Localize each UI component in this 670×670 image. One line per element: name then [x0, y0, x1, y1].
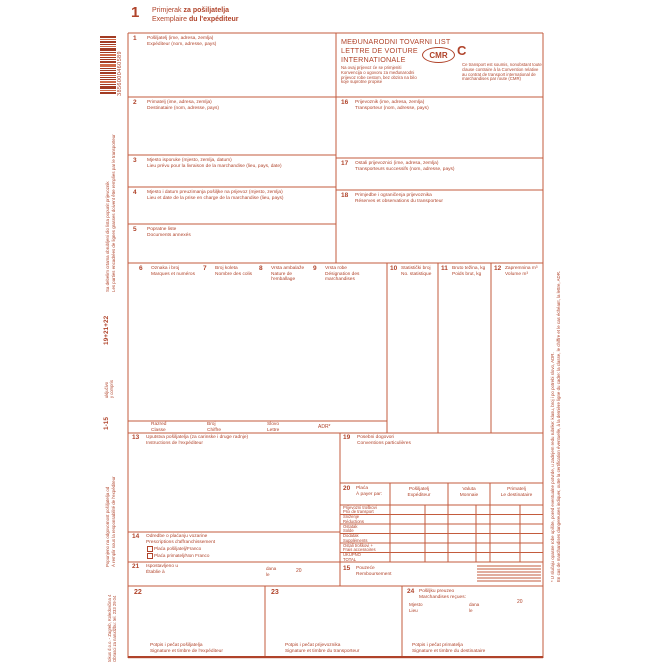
box23-signature-hr: Potpis i pečat prijevoznika [285, 643, 341, 648]
convention-note-fr: Ce transport est soumis, nonobstant toute clause contraire à la Convention relative au contrat de transport international de marchandises par route (CMR) [462, 62, 542, 82]
box24-signature-caption [412, 643, 522, 654]
copy-title-fr: Exemplaire du l'expéditeur [152, 16, 239, 23]
box17-label-hr: Ostali prijevoznici (ime, adresa, zemlja) [355, 161, 439, 166]
box6-label-fr: Marques et numéros [151, 271, 195, 277]
box21-date-fr: le [266, 572, 270, 577]
checkbox-franco-label: Plaća pošiljatelj/Franco [154, 545, 202, 551]
box20-label-hr: Plaća [356, 486, 368, 491]
box13-label-hr: Uputstva pošiljatelja (za carinske i druge radnje) [146, 435, 249, 440]
box5-number: 5 [133, 226, 137, 233]
box8-packing-label [271, 266, 311, 283]
box11-label-hr: Bruto težina, kg [452, 266, 486, 271]
right-margin-adr-note-hr: * U slučaju opasne robe upišite, pored eventualne potvrde, u zadnjem redu rubrike: klasu, broj i po potrebi slovo, ADR. [550, 352, 555, 582]
box16-number: 16 [341, 99, 349, 106]
box20-col-consignee [490, 487, 543, 498]
box1-label-fr: Expéditeur (nom, adresse, pays) [147, 41, 217, 47]
box20-row-total [343, 553, 389, 562]
box20-row-supplements-hr: Dodatak [343, 533, 359, 538]
box23-number: 23 [271, 589, 279, 596]
adr-letter-hr: Slovo [267, 422, 279, 427]
box10-number: 10 [390, 265, 398, 272]
box12-label-hr: Zapremnina m³ [505, 266, 538, 271]
box19-number: 19 [343, 434, 351, 441]
right-margin-adr-note-fr: En cas de marchandises dangereuses indiquer, outre la certification éventuelle, à la dernière ligne du cadre: la classe, le chiffre et le cas échéant, la lettre, ADR. [555, 270, 561, 582]
box24-signature-fr: Signature et timbre du destinataire [412, 648, 486, 654]
adr-class-fr: Classe [151, 427, 166, 433]
box20-row-balance-hr: Ostatak [343, 523, 358, 529]
box9-label-fr: Désignation des marchandises [325, 271, 360, 283]
box3-label-fr: Lieu prévu pour la livraison de la marchandise (lieu, pays, date) [147, 163, 282, 169]
box2-label-fr: Destinataire (nom, adresse, pays) [147, 105, 219, 111]
box19-label-fr: Conventions particulières [357, 440, 411, 446]
box9-goods-label [325, 266, 375, 283]
box3-label-hr: Mjesto isporuke (mjesto, zemlja, datum) [147, 158, 232, 163]
copy-number: 1 [131, 4, 140, 21]
box13-label-fr: Instructions de l'expéditeur [146, 440, 203, 446]
box6-label-hr: Oznaka i broj [151, 266, 180, 271]
box20-number: 20 [343, 485, 351, 492]
box20-col-currency-hr: Valuta [462, 487, 476, 492]
box8-number: 8 [259, 265, 263, 272]
box13-number: 13 [132, 434, 140, 441]
right-margin-adr-note [550, 271, 561, 582]
cmr-logo: CMR [422, 47, 455, 63]
box20-row-supplements-fr: Suppléments [343, 537, 368, 543]
box15-cod-label [356, 566, 416, 577]
barcode [100, 36, 116, 94]
box9-number: 9 [313, 265, 317, 272]
box16-carrier-label [355, 100, 515, 111]
left-margin-sender-note [105, 476, 116, 567]
box20-row-carriage-fr: Prix de transport [343, 509, 374, 515]
box21-label-fr: Établie à [146, 569, 165, 575]
box20-col-currency [448, 487, 490, 498]
box22-signature-fr: Signature et timbre de l'expéditeur [150, 648, 223, 654]
box16-label-fr: Transporteur (nom, adresse, pays) [355, 105, 429, 111]
box11-number: 11 [441, 265, 448, 272]
box15-label-hr: Pouzeće [356, 566, 375, 571]
box20-row-additional-hr: Ostali troškovi + [343, 542, 373, 548]
left-margin-range: 1-15 [103, 416, 110, 430]
box13-instructions-label [146, 435, 321, 446]
box8-label-fr: Nature de l'emballage [271, 271, 296, 283]
copy-letter: C [457, 43, 467, 58]
adr-mark: ADR* [318, 424, 331, 430]
left-margin-carrier-note-hr: Sa debelim crtama obrubljeni dio lista popunit prijevoznik [105, 181, 110, 292]
box17-number: 17 [341, 160, 349, 167]
left-margin-inclusive [104, 380, 115, 398]
box14-label-hr: Odredbe o plaćanju vozarine [146, 534, 208, 539]
box24-number: 24 [407, 588, 415, 595]
box18-reservations-label [355, 193, 525, 204]
box14-label-fr: Prescriptions d'affranchissement [146, 539, 216, 545]
box20-row-carriage-hr: Prijevozni troškovi [343, 504, 377, 510]
box3-number: 3 [133, 157, 137, 164]
box10-label-fr: No. statistique [401, 271, 432, 277]
box17-label-fr: Transporteurs successifs (nom, adresse, pays) [355, 166, 455, 172]
box15-label-fr: Remboursement [356, 571, 392, 577]
form-title-hr: MEĐUNARODNI TOVARNI LIST [341, 37, 451, 46]
box22-signature-hr: Potpis i pečat pošiljatelja [150, 643, 203, 648]
box4-number: 4 [133, 189, 137, 196]
box23-signature-fr: Signature et timbre du transporteur [285, 648, 360, 654]
box1-sender-label [147, 36, 307, 47]
box5-label-fr: Documents annexés [147, 232, 191, 238]
adr-figure-fr: Chiffre [207, 427, 222, 433]
left-margin-sum: 19+21+22 [103, 315, 110, 345]
box2-number: 2 [133, 99, 137, 106]
box7-label-fr: Nombre des colis [215, 271, 253, 277]
checkbox-non-franco-label: Plaća primatelj/Non Franco [154, 552, 210, 558]
box24-label-fr: Marchandises reçues: [419, 594, 466, 600]
box20-col-sender [390, 487, 448, 498]
copy-title-hr: Primjerak za pošiljatelja [152, 7, 230, 14]
box10-label-hr: Statistički broj [401, 266, 431, 271]
box5-label-hr: Popratne liste [147, 227, 177, 232]
adr-figure-label [207, 422, 221, 433]
adr-class-hr: Razred [151, 422, 167, 427]
box7-number: 7 [203, 265, 207, 272]
box20-topay-label [356, 486, 390, 497]
box19-agreements-label [357, 435, 477, 446]
left-margin-inclusive-hr: uključivo [104, 381, 109, 398]
box14-number: 14 [132, 533, 140, 540]
box7-packages-label [215, 266, 257, 277]
box11-weight-label [452, 266, 490, 277]
box24-place-fr: Lieu [409, 608, 418, 613]
box20-row-deductions-hr: Sniženje [343, 514, 360, 519]
box1-number: 1 [133, 35, 137, 42]
box20-label-fr: À payer par: [356, 491, 383, 497]
box1-label-hr: Pošiljatelj (ime, adresa, zemlja) [147, 36, 214, 41]
box4-takeover-place-label [147, 190, 329, 201]
box20-row-additional-fr: Frais accessoires [343, 547, 376, 553]
box8-label-hr: Vrsta ambalaže [271, 266, 305, 271]
box20-col-sender-hr: Pošiljatelj [408, 487, 430, 492]
box4-label-fr: Lieu et date de la prise en charge de la marchandise (lieu, pays) [147, 195, 284, 201]
box24-date-hr: dana [469, 602, 480, 607]
barcode-digits: 3856000460589 [117, 51, 123, 96]
adr-letter-fr: Lettre [267, 427, 280, 433]
box2-consignee-label [147, 100, 307, 111]
box20-col-consignee-hr: Primatelj [507, 487, 526, 492]
checkbox-franco [147, 546, 153, 552]
box3-delivery-place-label [147, 158, 327, 169]
box20-col-currency-fr: Monnaie [459, 492, 479, 498]
box4-label-hr: Mjesto i datum preuzimanja pošiljke na prijevoz (mjesto, zemlja) [147, 190, 283, 195]
box6-marks-label [151, 266, 199, 277]
form-title-fr1: LETTRE DE VOITURE [341, 46, 418, 55]
box24-place-hr: Mjesto [409, 602, 423, 607]
box20-row-deductions-fr: Réductions [343, 518, 364, 524]
adr-letter-label [267, 422, 279, 433]
adr-class-label [151, 422, 166, 433]
box16-label-hr: Prijevoznik (ime, adresa, zemlja) [355, 100, 425, 105]
box12-number: 12 [494, 265, 502, 272]
box18-label-fr: Réserves et observations du transporteur [355, 198, 443, 204]
form-title-fr2: INTERNATIONALE [341, 55, 406, 64]
box11-label-fr: Poids brut, kg [452, 271, 482, 277]
checkbox-non-franco [147, 553, 153, 559]
box12-label-fr: Volume m³ [505, 271, 528, 277]
box19-label-hr: Posebni dogovori [357, 435, 395, 440]
box2-label-hr: Primatelj (ime, adresa, zemlja) [147, 100, 212, 105]
box20-row-supplements [343, 534, 389, 543]
box21-year-prefix: 20 [296, 568, 302, 574]
box24-label-hr: Pošiljku preuzeo [419, 589, 455, 594]
box21-label-hr: Ispostavljeno u [146, 564, 178, 569]
box24-year-prefix: 20 [517, 599, 523, 605]
box24-received-label [419, 589, 509, 600]
left-margin-carrier-note-fr: Les parties encadrées de lignes grasses doivent être remplies par le transporteur [110, 134, 116, 292]
box23-signature-caption [285, 643, 395, 654]
box15-number: 15 [343, 565, 351, 572]
box17-successive-carriers-label [355, 161, 525, 172]
left-margin-sender-note-hr: Popunjeno na odgovornost pošiljatelja od [105, 486, 110, 567]
box20-row-total-hr: UKUPNO [343, 552, 361, 557]
box18-number: 18 [341, 192, 349, 199]
box18-label-hr: Primjedbe i ograničenja prijevoznika [355, 193, 432, 198]
box24-signature-hr: Potpis i pečat primatelja [412, 643, 463, 648]
box21-number: 21 [132, 563, 140, 570]
box20-row-total-fr: TOTAL [343, 556, 357, 562]
box22-signature-caption [150, 643, 260, 654]
box14-payment-label [146, 534, 276, 545]
box21-established-label [146, 564, 226, 575]
left-margin-inclusive-fr: y compris [109, 380, 115, 398]
box22-number: 22 [134, 589, 142, 596]
left-margin-sender-note-fr: À remplir sous la responsabilité de l'expéditeur [110, 476, 116, 567]
adr-figure-hr: Broj [207, 422, 216, 427]
box20-col-consignee-fr: Le destinataire [500, 492, 533, 498]
left-margin-carrier-note [105, 134, 116, 292]
box9-label-hr: Vrsta robe [325, 266, 347, 271]
box6-number: 6 [139, 265, 143, 272]
box21-date-hr: dana [266, 566, 277, 571]
printer-imprint-line1: tokus d.o.o. - Zagreb, Koledovčina 4 [107, 594, 112, 662]
box10-statistical-label [401, 266, 437, 277]
printer-imprint-line2: Obrasci za narudžbu: tel. 233 29 04 [112, 595, 118, 662]
box20-row-balance-fr: Solde [343, 528, 354, 534]
convention-note-hr: Na ovaj prijevoz će se primjeniti Konvencija o ugovoru za međunarodni prijevoz robe cestom, bez obzira na bilo koje suprotne propise [341, 65, 417, 85]
box24-date-fr: le [469, 608, 473, 613]
printer-imprint [107, 595, 118, 662]
box5-documents-label [147, 227, 307, 238]
box20-row-deductions [343, 515, 389, 524]
box7-label-hr: Broj koleta [215, 266, 238, 271]
box20-col-sender-fr: Expéditeur [407, 492, 431, 498]
box12-volume-label [505, 266, 541, 277]
